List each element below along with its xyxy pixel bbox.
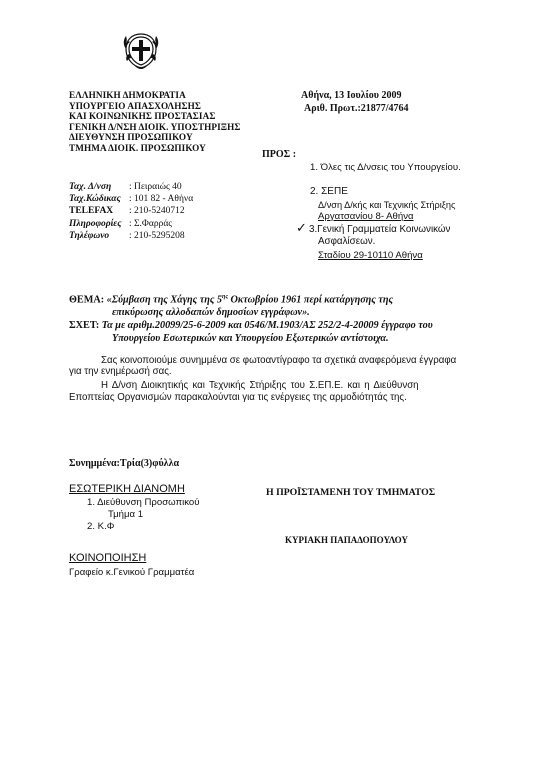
contact-row — [69, 230, 193, 242]
cc-line: Γραφείο κ.Γενικού Γραμματέα — [69, 567, 195, 578]
contact-value: : Πειραιώς 40 — [129, 182, 182, 192]
body-p2-line1: Η Δ/νση Διοικητικής και Τεχνικής Στήριξης του Σ.ΕΠ.Ε. και η Διεύθυνση — [101, 380, 419, 391]
contact-row — [69, 181, 193, 193]
contact-label: Ταχ.Κώδικας — [69, 194, 121, 205]
signature-role: Η ΠΡΟΪΣΤΑΜΕΝΗ ΤΟΥ ΤΜΗΜΑΤΟΣ — [266, 487, 436, 498]
body-p2-line2: Εποπτείας Οργανισμών παρακαλούνται για τις ενέργειες της αρμοδιότητάς της. — [69, 392, 407, 403]
place-date: Αθήνα, 13 Ιουλίου 2009 — [301, 90, 402, 101]
internal-item-2: 2. Κ.Φ — [87, 521, 115, 532]
attachments-note: Συνημμένα:Τρία(3)φύλλα — [69, 458, 180, 469]
reference-text-1: Τα με αριθμ.20099/25-6-2009 και 0546/Μ.1903/ΑΣ 252/2-4-20009 έγγραφο του — [101, 320, 433, 331]
internal-distribution-title: ΕΣΩΤΕΡΙΚΗ ΔΙΑΝΟΜΗ — [69, 483, 185, 495]
recipient-2-line2: Αργατσανίου 8- Αθήνα — [318, 211, 414, 222]
body-p1-line1: Σας κοινοποιούμε συνημμένα σε φωτοαντίγραφο τα σχετικά αναφερόμενα έγγραφα — [101, 355, 457, 366]
subject-text-b: Οκτωβρίου 1961 περί κατάργησης της — [228, 294, 394, 306]
contact-value: : 101 82 - Αθήνα — [129, 194, 194, 205]
contact-value: : 210-5240712 — [129, 206, 185, 217]
subject-label: ΘΕΜΑ: — [69, 294, 105, 306]
reference-line1 — [69, 320, 433, 331]
internal-item-1-sub: Τμήμα 1 — [108, 509, 144, 520]
contact-row — [69, 193, 193, 205]
subject-text-a: «Σύμβαση της Χάγης της 5 — [106, 294, 223, 306]
contact-block — [69, 181, 193, 242]
to-label: ΠΡΟΣ : — [262, 149, 297, 160]
recipient-2-title: 2. ΣΕΠΕ — [310, 186, 348, 197]
contact-label: Τηλέφωνο — [69, 230, 110, 241]
reference-label: ΣΧΕΤ: — [69, 320, 100, 331]
greek-emblem-icon — [120, 30, 162, 72]
ministry-line: ΕΛΛΗΝΙΚΗ ΔΗΜΟΚΡΑΤΙΑ — [69, 90, 186, 100]
body-p1-line2: για την ενημέρωσή σας. — [69, 366, 172, 377]
contact-row — [69, 218, 193, 230]
contact-value: : 210-5295208 — [129, 230, 185, 241]
internal-item-1: 1. Διεύθυνση Προσωπικού — [87, 497, 200, 508]
ministry-line: ΓΕΝΙΚΗ Δ/ΝΣΗ ΔΙΟΙΚ. ΥΠΟΣΤΗΡΙΞΗΣ — [69, 121, 241, 132]
recipient-3-line3: Σταδίου 29-10110 Αθήνα — [318, 250, 423, 261]
protocol-number: Αριθ. Πρωτ.:21877/4764 — [304, 103, 409, 114]
cc-title: ΚΟΙΝΟΠΟΙΗΣΗ — [69, 552, 147, 564]
check-mark-icon: ✓ — [296, 221, 307, 236]
contact-label: Ταχ. Δ/νση — [69, 182, 112, 192]
recipient-2-line1: Δ/νση Δ/κής και Τεχνικής Στήριξης — [318, 200, 456, 210]
ministry-line: ΥΠΟΥΡΓΕΙΟ ΑΠΑΣΧΟΛΗΣΗΣ — [69, 100, 201, 111]
recipient-3-line2: Ασφαλίσεων. — [318, 236, 376, 247]
subject-line2: επικύρωσης αλλοδαπών δημοσίων εγγράφων». — [112, 307, 310, 318]
signature-name: ΚΥΡΙΑΚΗ ΠΑΠΑΔΟΠΟΥΛΟΥ — [285, 535, 408, 545]
ministry-line: ΔΙΕΥΘΥΝΣΗ ΠΡΟΣΩΠΙΚΟΥ — [69, 132, 193, 143]
subject-superscript: ης — [222, 294, 228, 300]
contact-value: : Σ.Φαρράς — [129, 218, 173, 229]
contact-label: Πληροφορίες — [69, 218, 122, 229]
recipient-3-line1: 3.Γενική Γραμματεία Κοινωνικών — [309, 224, 451, 235]
ministry-header — [69, 90, 240, 154]
recipient-1: 1. Όλες τις Δ/νσεις του Υπουργείου. — [310, 162, 461, 173]
reference-line2: Υπουργείου Εσωτερικών και Υπουργείου Εξωτερικών αντίστοιχα. — [112, 333, 389, 344]
subject-line1 — [69, 294, 393, 305]
ministry-line: ΚΑΙ ΚΟΙΝΩΝΙΚΗΣ ΠΡΟΣΤΑΣΙΑΣ — [69, 111, 216, 122]
contact-label: TELEFAX — [69, 206, 114, 217]
ministry-line: ΤΜΗΜΑ ΔΙΟΙΚ. ΠΡΟΣΩΠΙΚΟΥ — [69, 142, 206, 153]
contact-row — [69, 205, 193, 217]
